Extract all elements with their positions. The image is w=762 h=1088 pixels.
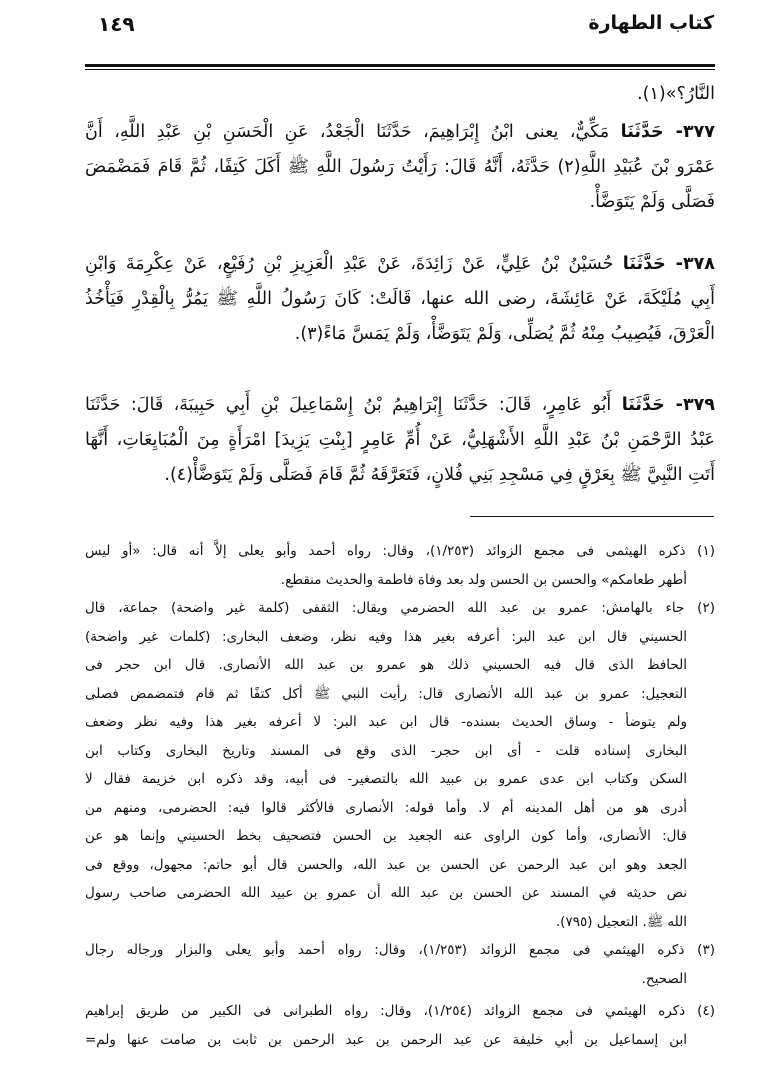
footnote-line: البخارى إسناده قلت - أى ابن حجر- الذى وقع فى المسند وتاريخ البخارى وكتاب ابن — [85, 742, 687, 759]
text-line — [85, 115, 715, 150]
footnote-line: (١) ذكره الهيثمى فى مجمع الزوائد (١/٢٥٣)، وقال: رواه أحمد وأبو يعلى إلاَّ أنه قال: «أو ليس — [85, 543, 715, 559]
hadith-number: ٣٧٩- حَدَّثَنَا — [621, 395, 715, 415]
main-text — [85, 77, 715, 493]
footnote-line: الحسيني قال ابن عبد البر: أعرفه بغير هذا وفيه نظر، وضعف البخارى: (كلمات غير واضحة) — [85, 628, 687, 645]
footnote-2 — [85, 594, 715, 936]
text-line — [85, 247, 715, 282]
header-rule-thin — [85, 69, 715, 70]
footnote-line: نص حديثه في المسند عن الحسن بن عبد الله أن عمرو بن عبيد الله الحضرمى صاحب رسول — [85, 885, 687, 901]
hadith-377 — [85, 115, 715, 220]
footnote-1 — [85, 537, 715, 594]
text-line: عَمْرَو بْنَ عُبَيْدِ اللَّهِ(٢) حَدَّثَهُ، أَنَّهُ قَالَ: رَأَيْتُ رَسُولَ اللَّهِ ﷺ أَكَلَ كَتِفًا، ثُمَّ قَامَ فَمَضْمَضَ — [85, 157, 716, 177]
hadith-379 — [85, 388, 715, 493]
carryover-line: النَّارُ؟»(١). — [637, 84, 715, 104]
footnote-4 — [85, 997, 715, 1054]
text-line: فَصَلَّى وَلَمْ يَتَوَضَّأْ. — [589, 192, 715, 212]
footnote-line: ابن إسماعيل بن أبي خليفة عن عبد الرحمن بن عبد الرحمن بن ثابت بن صامت عنها ولم= — [85, 1031, 687, 1048]
footnote-line: السكن وكتاب ابن عدى عمرو بن عبيد الله بالتصغير- فى أبيه، وقد ذكره ابن خزيمة فقال لا — [85, 771, 687, 787]
page-number: ١٤٩ — [98, 12, 135, 36]
text: مَكِّيٌّ، يعنى ابْنُ إِبْرَاهِيمَ، حَدَّثَنَا الْجَعْدُ، عَنِ الْحَسَنِ بْنِ عَبْدِ اللَّهِ، أَنَّ — [85, 122, 610, 142]
text-line: عَبْدُ الرَّحْمَنِ بْنُ عَبْدِ اللَّهِ الأَشْهَلِيُّ، عَنْ أُمِّ عَامِرٍ [بِنْتِ يَزِيدَ] امْرَأَةٍ مِنَ الْمُبَايِعَاتِ، أَنَّهَا — [85, 430, 715, 450]
footnote-line: الله ﷺ. التعجيل (٧٩٥). — [555, 913, 687, 930]
footnote-separator — [470, 516, 714, 517]
footnote-line: (٣) ذكره الهيثمي فى مجمع الزوائد (١/٢٥٣)، وقال: رواه أحمد وأبو يعلى والبزار ورجاله رجال — [85, 942, 715, 958]
text: أَبُو عَامِرٍ، قَالَ: حَدَّثَنَا إِبْرَاهِيمُ بْنُ إِسْمَاعِيلَ بْنِ أَبِي حَبِيبَةَ، قَالَ: حَدَّثَنَا — [85, 395, 612, 415]
text-line: الْعَرْقَ، فَيُصِيبُ مِنْهُ ثُمَّ يُصَلِّى، وَلَمْ يَتَوَضَّأْ، وَلَمْ يَمَسَّ مَاءً(٣). — [294, 324, 715, 344]
footnote-line: الجعد وهو ابن عبد الرحمن عن الحسن بن عبد الله، والحسن قال أبو حاتم: مجهول، ووقع فى — [85, 856, 687, 873]
hadith-378 — [85, 247, 715, 352]
footnote-line: (٢) جاء بالهامش: عمرو بن عبد الله الحضرمي ويقال: الثقفى (كلمة غير واضحة) جماعة، قال — [85, 600, 715, 616]
footnote-line: التعجيل: عمرو بن عبد الله الأنصارى قال: رأيت النبي ﷺ أكل كتفًا ثم قام فتمضمض فصلى — [85, 685, 687, 702]
footnote-line: (٤) ذكره الهيثمي فى مجمع الزوائد (١/٢٥٤)، وقال: رواه الطبرانى فى الكبير من طريق إبراهيم — [85, 1003, 715, 1019]
footnote-line: أدرى هو من أهل المدينه أم لا. وأما قوله: الأنصارى فالأكثر قالوا فيه: الحضرمى، ومنهم من — [85, 799, 687, 816]
hadith-number: ٣٧٨- حَدَّثَنَا — [622, 254, 715, 274]
header-rule — [85, 64, 715, 67]
text-line: أَبِي مُلَيْكَةَ، عَنْ عَائِشَةَ، رضى الله عنها، قَالَتْ: كَانَ رَسُولُ اللَّهِ ﷺ يَمُرُّ بِالْقِدْرِ فَيَأْخُذُ — [85, 289, 715, 309]
footnote-3 — [85, 936, 715, 993]
footnote-line: الحافظ الذى قال فيه الحسيني ذلك هو عمرو بن عبد الله الأنصارى. قال ابن حجر فى — [85, 657, 687, 673]
chapter-title: كتاب الطهارة — [588, 12, 714, 34]
footnote-line: أطهر طعامكم» والحسن بن الحسن ولد بعد وفاة فاطمة والحديث منقطع. — [280, 571, 687, 588]
text-line — [85, 388, 715, 423]
footnote-line: قال: الأنصارى، وأما كون الراوى عنه الجعيد بن الحسن فتصحيف بخط الحسيني وإنما هو عن — [85, 828, 687, 844]
footnote-line: الصحيح. — [641, 970, 687, 987]
footnote-line: ولم يتوضأ - وساق الحديث بسنده- قال ابن عبد البر: لا أعرفه بغير هذا وفيه نظر وضعف — [85, 714, 687, 730]
text-line: أَتَتِ النَّبِيَّ ﷺ بِعَرْقٍ فِي مَسْجِدِ بَنِي فُلانٍ، فَتَعَرَّقَهُ ثُمَّ قَامَ فَصَلَّى وَلَمْ يَتَوَضَّأْ(٤). — [164, 465, 715, 485]
hadith-number: ٣٧٧- حَدَّثَنَا — [620, 122, 715, 142]
text: حُسَيْنُ بْنُ عَلِيٍّ، عَنْ زَائِدَةَ، عَنْ عَبْدِ الْعَزِيزِ بْنِ رُفَيْعٍ، عَنْ عِكْرِمَةَ وَابْنِ — [85, 254, 614, 274]
footnotes — [85, 537, 715, 1054]
